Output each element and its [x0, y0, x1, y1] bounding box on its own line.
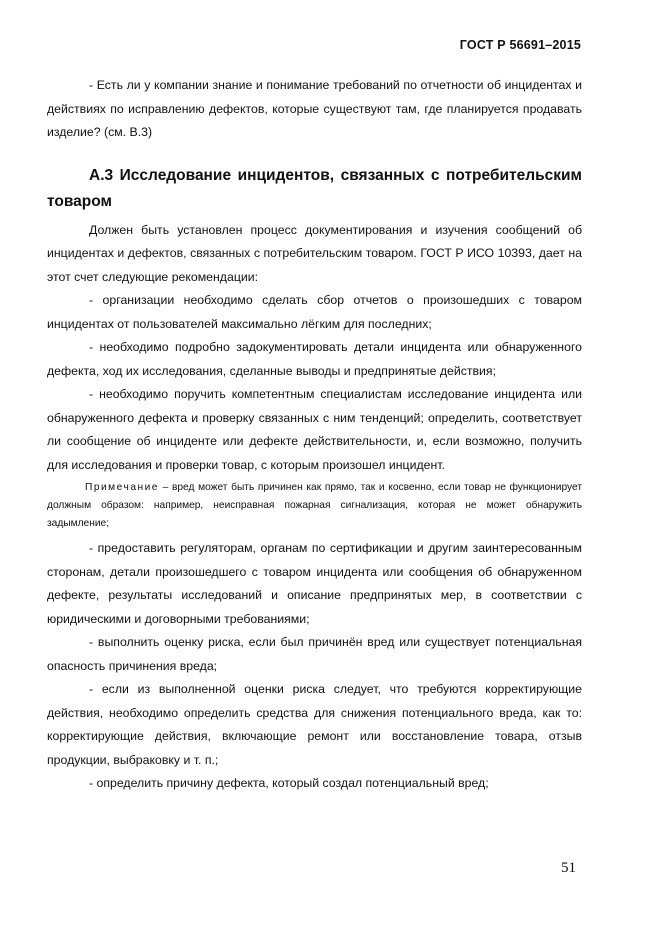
list-item: - необходимо подробно задокументировать детали инцидента или обнаруженного дефекта, ход их исследования, сделанные выводы и предпринятые действия;: [47, 340, 582, 378]
list-item: - необходимо поручить компетентным специалистам исследование инцидента или обнаруженного дефекта и проверку связанных с ним тенденций; определить, соответствует ли сообщение об инциденте или дефекте действительности, и, если возможно, получить для исследования и проверки товар, с которым произошел инцидент.: [47, 387, 582, 472]
page-number: 51: [561, 860, 576, 876]
list-item: - если из выполненной оценки риска следует, что требуются корректирующие действия, необходимо определить средства для снижения потенциального вреда, как то: корректирующие действия, включающие ремонт или восстановление товара, отзыв продукции, выбраковку и т. п.;: [47, 682, 582, 767]
document-id-header: ГОСТ Р 56691–2015: [459, 38, 581, 52]
note-label: Примечание: [85, 482, 159, 493]
section-intro: Должен быть установлен процесс документирования и изучения сообщений об инцидентах и дефектов, связанных с потребительским товаром. ГОСТ Р ИСО 10393, дает на этот счет следующие рекомендации:: [47, 222, 582, 284]
top-list-item: - Есть ли у компании знание и понимание требований по отчетности об инцидентах и действиях по исправлению дефектов, которые существуют там, где планируется продавать изделие? (см. В.3): [47, 78, 582, 139]
list-item: - организации необходимо сделать сбор отчетов о произошедших с товаром инцидентах от пользователей максимально лёгким для последних;: [47, 293, 582, 331]
section-heading: А.3 Исследование инцидентов, связанных с потребительским товаром: [47, 166, 582, 210]
page-content: [47, 74, 582, 796]
list-item: - предоставить регуляторам, органам по сертификации и другим заинтересованным сторонам, детали произошедшего с товаром инцидента или сообщения об обнаруженном дефекте, результаты исследований и описание предпринятых мер, в соответствии с юридическими и договорными требованиями;: [47, 541, 582, 626]
list-item: - определить причину дефекта, который создал потенциальный вред;: [89, 776, 489, 790]
note: [47, 479, 582, 533]
note-text: – вред может быть причинен как прямо, так и косвенно, если товар не функционирует должным образом: например, неисправная пожарная сигнализация, которая не может обнаружить задымление;: [47, 482, 582, 529]
list-item: - выполнить оценку риска, если был причинён вред или существует потенциальная опасность причинения вреда;: [47, 635, 582, 673]
